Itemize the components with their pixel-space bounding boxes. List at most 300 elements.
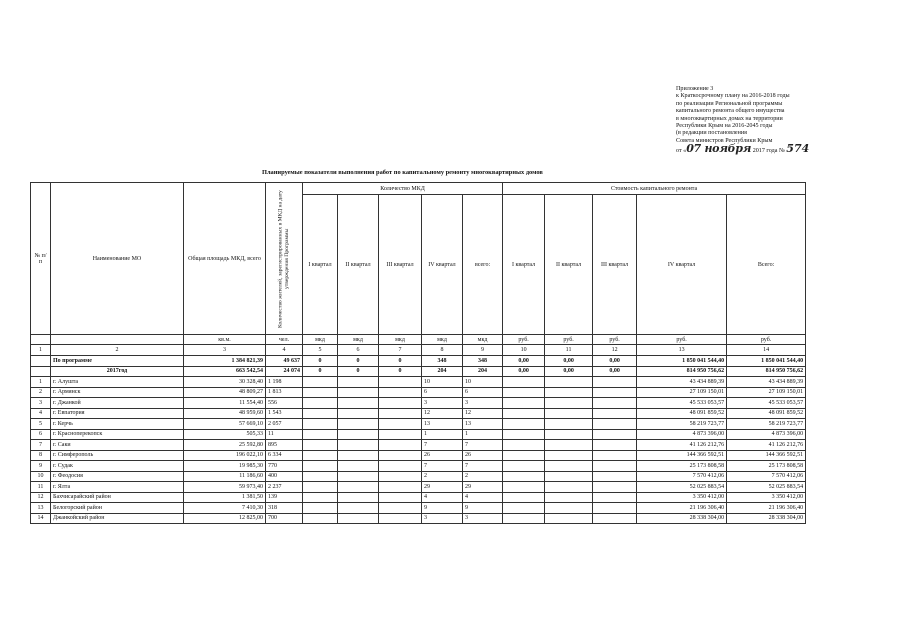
column-number: 3 (184, 345, 266, 356)
row-cell-m4: 3 (422, 513, 463, 524)
header-num: № п/п (31, 183, 51, 335)
summary-cell-res: 49 637 (266, 356, 303, 367)
summary-cell-res: 24 074 (266, 366, 303, 377)
summary-cell-m4: 204 (422, 366, 463, 377)
row-cell-empty (545, 387, 593, 398)
header-cost-total: Всего: (727, 195, 806, 335)
row-cell-empty (303, 408, 338, 419)
row-cell-res: 700 (266, 513, 303, 524)
row-cell-empty (593, 387, 637, 398)
row-cell-empty (593, 513, 637, 524)
annex-line: по реализации Региональной программы (676, 100, 783, 107)
row-cell-empty (379, 513, 422, 524)
row-cell-empty (545, 461, 593, 472)
row-cell-ct: 45 533 053,57 (727, 398, 806, 409)
row-cell-res: 400 (266, 471, 303, 482)
row-cell-empty (503, 492, 545, 503)
header-cost-q3: III квартал (593, 195, 637, 335)
row-cell-area: 25 592,80 (184, 440, 266, 451)
row-cell-empty (379, 429, 422, 440)
header-residents (266, 183, 303, 335)
row-cell-area: 11 554,40 (184, 398, 266, 409)
row-cell-mo: г. Саки (51, 440, 184, 451)
row-cell-empty (545, 440, 593, 451)
header-cost-group: Стоимость капитального ремонта (503, 183, 806, 195)
row-cell-empty (303, 419, 338, 430)
summary-cell-m2: 0 (338, 366, 379, 377)
row-cell-ct: 7 570 412,06 (727, 471, 806, 482)
row-cell-ct: 41 126 212,76 (727, 440, 806, 451)
row-cell-empty (303, 387, 338, 398)
table-row (31, 440, 806, 451)
row-cell-ct: 4 873 396,00 (727, 429, 806, 440)
row-cell-empty (593, 419, 637, 430)
row-cell-n: 9 (31, 461, 51, 472)
annex-line: капитального ремонта общего имущества (676, 108, 785, 115)
row-cell-m4: 4 (422, 492, 463, 503)
row-cell-empty (503, 461, 545, 472)
row-cell-empty (545, 408, 593, 419)
row-cell-m4: 26 (422, 450, 463, 461)
row-cell-empty (545, 398, 593, 409)
row-cell-area: 11 186,60 (184, 471, 266, 482)
header-mkd-q1: I квартал (303, 195, 338, 335)
row-cell-m4: 10 (422, 377, 463, 388)
row-cell-mo: г. Симферополь (51, 450, 184, 461)
row-cell-res: 318 (266, 503, 303, 514)
summary-cell-c3: 0,00 (593, 366, 637, 377)
row-cell-empty (303, 482, 338, 493)
row-cell-empty (338, 387, 379, 398)
table-row (31, 387, 806, 398)
column-number: 4 (266, 345, 303, 356)
row-cell-ct: 27 109 150,01 (727, 387, 806, 398)
row-cell-mt: 2 (463, 471, 503, 482)
header-cost-q4: IV квартал (637, 195, 727, 335)
table-row (31, 398, 806, 409)
row-cell-mo: Бахчисарайский район (51, 492, 184, 503)
row-cell-mo: г. Джанкой (51, 398, 184, 409)
row-cell-mo: г. Красноперекопск (51, 429, 184, 440)
handwritten-number: 574 (786, 142, 810, 156)
row-cell-ct: 52 025 883,54 (727, 482, 806, 493)
summary-cell-m1: 0 (303, 366, 338, 377)
row-cell-empty (303, 429, 338, 440)
row-cell-mt: 12 (463, 408, 503, 419)
row-cell-res: 2 237 (266, 482, 303, 493)
row-cell-ct: 28 338 304,00 (727, 513, 806, 524)
unit-cell: руб. (593, 335, 637, 345)
row-cell-n: 8 (31, 450, 51, 461)
row-cell-m4: 1 (422, 429, 463, 440)
unit-cell: мкд (463, 335, 503, 345)
row-cell-empty (545, 513, 593, 524)
column-number: 11 (545, 345, 593, 356)
row-cell-empty (303, 398, 338, 409)
row-cell-ct: 43 434 889,39 (727, 377, 806, 388)
row-cell-mt: 29 (463, 482, 503, 493)
summary-row (31, 366, 806, 377)
row-cell-mo: г. Феодосия (51, 471, 184, 482)
row-cell-empty (379, 398, 422, 409)
row-cell-empty (338, 398, 379, 409)
row-cell-mo: г. Судак (51, 461, 184, 472)
row-cell-empty (338, 408, 379, 419)
row-cell-m4: 6 (422, 387, 463, 398)
row-cell-area: 12 825,00 (184, 513, 266, 524)
row-cell-m4: 12 (422, 408, 463, 419)
row-cell-res: 770 (266, 461, 303, 472)
row-cell-n: 10 (31, 471, 51, 482)
summary-cell-mt: 204 (463, 366, 503, 377)
table-row (31, 492, 806, 503)
row-cell-n: 1 (31, 377, 51, 388)
header-area: Общая площадь МКД, всего (184, 183, 266, 335)
row-cell-empty (338, 471, 379, 482)
row-cell-res: 139 (266, 492, 303, 503)
row-cell-empty (503, 377, 545, 388)
row-cell-c4: 144 366 592,51 (637, 450, 727, 461)
row-cell-empty (503, 450, 545, 461)
annex-line: к Краткосрочному плану на 2016-2018 годы (676, 93, 790, 100)
row-cell-m4: 9 (422, 503, 463, 514)
row-cell-res: 2 057 (266, 419, 303, 430)
annex-line: Республики Крым на 2016-2045 годы (676, 123, 773, 130)
row-cell-empty (303, 471, 338, 482)
row-cell-mt: 9 (463, 503, 503, 514)
row-cell-ct: 58 219 723,77 (727, 419, 806, 430)
row-cell-n: 2 (31, 387, 51, 398)
column-number: 8 (422, 345, 463, 356)
header-residents-text: Количество жителей, зарегистрированных в МКД на дату утверждения Программы (277, 189, 290, 328)
row-cell-ct: 21 196 306,40 (727, 503, 806, 514)
row-cell-c4: 58 219 723,77 (637, 419, 727, 430)
row-cell-mt: 26 (463, 450, 503, 461)
row-cell-c4: 4 873 396,00 (637, 429, 727, 440)
row-cell-area: 196 022,10 (184, 450, 266, 461)
row-cell-empty (503, 503, 545, 514)
unit-cell: мкд (338, 335, 379, 345)
row-cell-area: 48 959,60 (184, 408, 266, 419)
row-cell-empty (593, 398, 637, 409)
row-cell-empty (545, 419, 593, 430)
summary-cell-area: 663 542,54 (184, 366, 266, 377)
summary-cell-c1: 0,00 (503, 366, 545, 377)
row-cell-ct: 144 366 592,51 (727, 450, 806, 461)
row-cell-area: 57 669,10 (184, 419, 266, 430)
summary-cell-ct: 1 850 041 544,40 (727, 356, 806, 367)
annex-line: Совета министров Республики Крым (676, 137, 773, 144)
data-table (30, 182, 806, 524)
row-cell-empty (545, 429, 593, 440)
row-cell-c4: 43 434 889,39 (637, 377, 727, 388)
row-cell-empty (593, 429, 637, 440)
summary-cell-c3: 0,00 (593, 356, 637, 367)
row-cell-res: 895 (266, 440, 303, 451)
table-row (31, 461, 806, 472)
table-row (31, 471, 806, 482)
table-row (31, 503, 806, 514)
row-cell-n: 7 (31, 440, 51, 451)
row-cell-empty (303, 440, 338, 451)
row-cell-empty (338, 440, 379, 451)
row-cell-empty (545, 482, 593, 493)
summary-row (31, 356, 806, 367)
row-cell-empty (593, 450, 637, 461)
unit-cell: руб. (727, 335, 806, 345)
row-cell-c4: 27 109 150,01 (637, 387, 727, 398)
date-prefix: от « (676, 148, 687, 155)
row-cell-n: 5 (31, 419, 51, 430)
row-cell-mt: 7 (463, 440, 503, 451)
column-number: 7 (379, 345, 422, 356)
row-cell-m4: 3 (422, 398, 463, 409)
header-mkd-q4: IV квартал (422, 195, 463, 335)
unit-cell: кв.м. (184, 335, 266, 345)
row-cell-res: 1 813 (266, 387, 303, 398)
summary-cell-c2: 0,00 (545, 366, 593, 377)
row-cell-area: 59 973,40 (184, 482, 266, 493)
row-cell-empty (593, 440, 637, 451)
summary-cell-m2: 0 (338, 356, 379, 367)
row-cell-m4: 13 (422, 419, 463, 430)
row-cell-mo: Джанкойский район (51, 513, 184, 524)
summary-cell-m1: 0 (303, 356, 338, 367)
header-mkd-q2: II квартал (338, 195, 379, 335)
row-cell-empty (593, 377, 637, 388)
row-cell-mt: 10 (463, 377, 503, 388)
unit-cell: мкд (422, 335, 463, 345)
unit-cell: мкд (303, 335, 338, 345)
row-cell-empty (503, 387, 545, 398)
row-cell-c4: 25 173 808,58 (637, 461, 727, 472)
summary-cell-area: 1 384 821,39 (184, 356, 266, 367)
row-cell-empty (593, 471, 637, 482)
column-number: 13 (637, 345, 727, 356)
page-title: Планируемые показатели выполнения работ по капитальному ремонту многоквартирных домов (262, 169, 543, 176)
table-row (31, 419, 806, 430)
unit-cell: чел. (266, 335, 303, 345)
table-row (31, 408, 806, 419)
row-cell-empty (593, 461, 637, 472)
row-cell-empty (338, 419, 379, 430)
row-cell-res: 556 (266, 398, 303, 409)
summary-cell-mt: 348 (463, 356, 503, 367)
row-cell-empty (379, 461, 422, 472)
row-cell-empty (338, 482, 379, 493)
row-cell-area: 505,33 (184, 429, 266, 440)
row-cell-c4: 45 533 053,57 (637, 398, 727, 409)
row-cell-area: 48 809,27 (184, 387, 266, 398)
unit-cell-empty (51, 335, 184, 345)
row-cell-empty (545, 450, 593, 461)
row-cell-empty (503, 440, 545, 451)
row-cell-empty (503, 398, 545, 409)
row-cell-empty (338, 429, 379, 440)
row-cell-empty (503, 408, 545, 419)
row-cell-empty (593, 503, 637, 514)
handwritten-date: 07 ноября (686, 142, 752, 156)
row-cell-area: 30 328,40 (184, 377, 266, 388)
unit-cell: руб. (637, 335, 727, 345)
row-cell-empty (338, 461, 379, 472)
unit-cell-empty (31, 335, 51, 345)
row-cell-empty (593, 408, 637, 419)
row-cell-empty (503, 429, 545, 440)
row-cell-mt: 7 (463, 461, 503, 472)
row-cell-empty (379, 408, 422, 419)
row-cell-c4: 28 338 304,00 (637, 513, 727, 524)
summary-cell-m3: 0 (379, 366, 422, 377)
summary-cell-c4: 1 850 041 544,40 (637, 356, 727, 367)
column-number: 2 (51, 345, 184, 356)
row-cell-mt: 3 (463, 513, 503, 524)
row-cell-res: 1 198 (266, 377, 303, 388)
unit-cell: мкд (379, 335, 422, 345)
row-cell-mt: 4 (463, 492, 503, 503)
row-cell-empty (379, 440, 422, 451)
header-mkd-group: Количество МКД (303, 183, 503, 195)
row-cell-res: 1 543 (266, 408, 303, 419)
row-cell-mt: 1 (463, 429, 503, 440)
row-cell-mo: г. Керчь (51, 419, 184, 430)
row-cell-empty (545, 471, 593, 482)
unit-cell: руб. (545, 335, 593, 345)
row-cell-ct: 3 350 412,00 (727, 492, 806, 503)
annex-note (676, 86, 891, 156)
row-cell-empty (379, 503, 422, 514)
header-mo: Наименование МО (51, 183, 184, 335)
row-cell-mt: 13 (463, 419, 503, 430)
column-number: 10 (503, 345, 545, 356)
table-row (31, 513, 806, 524)
row-cell-mo: г. Армянск (51, 387, 184, 398)
annex-line: (в редакции постановления (676, 130, 747, 137)
row-cell-res: 11 (266, 429, 303, 440)
column-number: 5 (303, 345, 338, 356)
row-cell-empty (303, 513, 338, 524)
summary-cell-m3: 0 (379, 356, 422, 367)
row-cell-n: 3 (31, 398, 51, 409)
row-cell-empty (545, 492, 593, 503)
row-cell-empty (303, 492, 338, 503)
row-cell-empty (503, 471, 545, 482)
row-cell-res: 6 334 (266, 450, 303, 461)
summary-cell-c4: 814 950 756,62 (637, 366, 727, 377)
row-cell-empty (379, 450, 422, 461)
row-cell-ct: 25 173 808,58 (727, 461, 806, 472)
annex-line: в многоквартирных домах на территории (676, 115, 783, 122)
summary-cell-empty (31, 356, 51, 367)
summary-cell-ct: 814 950 756,62 (727, 366, 806, 377)
row-cell-c4: 21 196 306,40 (637, 503, 727, 514)
summary-cell-label: По программе (51, 356, 184, 367)
row-cell-mo: г. Алушта (51, 377, 184, 388)
row-cell-c4: 41 126 212,76 (637, 440, 727, 451)
row-cell-empty (338, 513, 379, 524)
row-cell-empty (593, 492, 637, 503)
row-cell-m4: 29 (422, 482, 463, 493)
row-cell-m4: 7 (422, 440, 463, 451)
summary-cell-c1: 0,00 (503, 356, 545, 367)
column-number: 1 (31, 345, 51, 356)
row-cell-empty (379, 482, 422, 493)
row-cell-empty (593, 482, 637, 493)
summary-cell-label: 2017год (51, 366, 184, 377)
row-cell-n: 13 (31, 503, 51, 514)
row-cell-empty (503, 513, 545, 524)
row-cell-c4: 3 350 412,00 (637, 492, 727, 503)
row-cell-area: 19 985,30 (184, 461, 266, 472)
row-cell-empty (379, 471, 422, 482)
row-cell-empty (379, 377, 422, 388)
header-cost-q2: II квартал (545, 195, 593, 335)
row-cell-c4: 52 025 883,54 (637, 482, 727, 493)
summary-cell-m4: 348 (422, 356, 463, 367)
table-row (31, 377, 806, 388)
annex-line: Приложение 3 (676, 86, 714, 92)
row-cell-m4: 2 (422, 471, 463, 482)
row-cell-n: 6 (31, 429, 51, 440)
date-suffix: 2017 года № (752, 148, 785, 155)
row-cell-c4: 7 570 412,06 (637, 471, 727, 482)
row-cell-empty (303, 450, 338, 461)
row-cell-empty (338, 492, 379, 503)
header-mkd-q3: III квартал (379, 195, 422, 335)
row-cell-n: 14 (31, 513, 51, 524)
row-cell-area: 1 381,50 (184, 492, 266, 503)
row-cell-n: 4 (31, 408, 51, 419)
row-cell-empty (338, 450, 379, 461)
row-cell-empty (545, 377, 593, 388)
header-cost-q1: I квартал (503, 195, 545, 335)
annex-date-line (676, 142, 891, 156)
column-number: 12 (593, 345, 637, 356)
row-cell-empty (379, 387, 422, 398)
row-cell-n: 12 (31, 492, 51, 503)
column-number: 9 (463, 345, 503, 356)
table-row (31, 429, 806, 440)
summary-cell-c2: 0,00 (545, 356, 593, 367)
row-cell-n: 11 (31, 482, 51, 493)
row-cell-area: 7 410,30 (184, 503, 266, 514)
column-number: 6 (338, 345, 379, 356)
table-row (31, 450, 806, 461)
row-cell-mo: Белогорский район (51, 503, 184, 514)
row-cell-mt: 6 (463, 387, 503, 398)
row-cell-empty (545, 503, 593, 514)
column-number: 14 (727, 345, 806, 356)
summary-cell-empty (31, 366, 51, 377)
row-cell-mo: г. Ялта (51, 482, 184, 493)
header-mkd-total: всего: (463, 195, 503, 335)
row-cell-empty (338, 503, 379, 514)
row-cell-empty (303, 377, 338, 388)
row-cell-empty (338, 377, 379, 388)
row-cell-c4: 48 091 859,52 (637, 408, 727, 419)
row-cell-m4: 7 (422, 461, 463, 472)
row-cell-empty (303, 461, 338, 472)
row-cell-ct: 48 091 859,52 (727, 408, 806, 419)
row-cell-empty (303, 503, 338, 514)
row-cell-mt: 3 (463, 398, 503, 409)
unit-cell: руб. (503, 335, 545, 345)
table-row (31, 482, 806, 493)
row-cell-empty (379, 419, 422, 430)
row-cell-empty (503, 419, 545, 430)
row-cell-empty (503, 482, 545, 493)
row-cell-mo: г. Евпатория (51, 408, 184, 419)
